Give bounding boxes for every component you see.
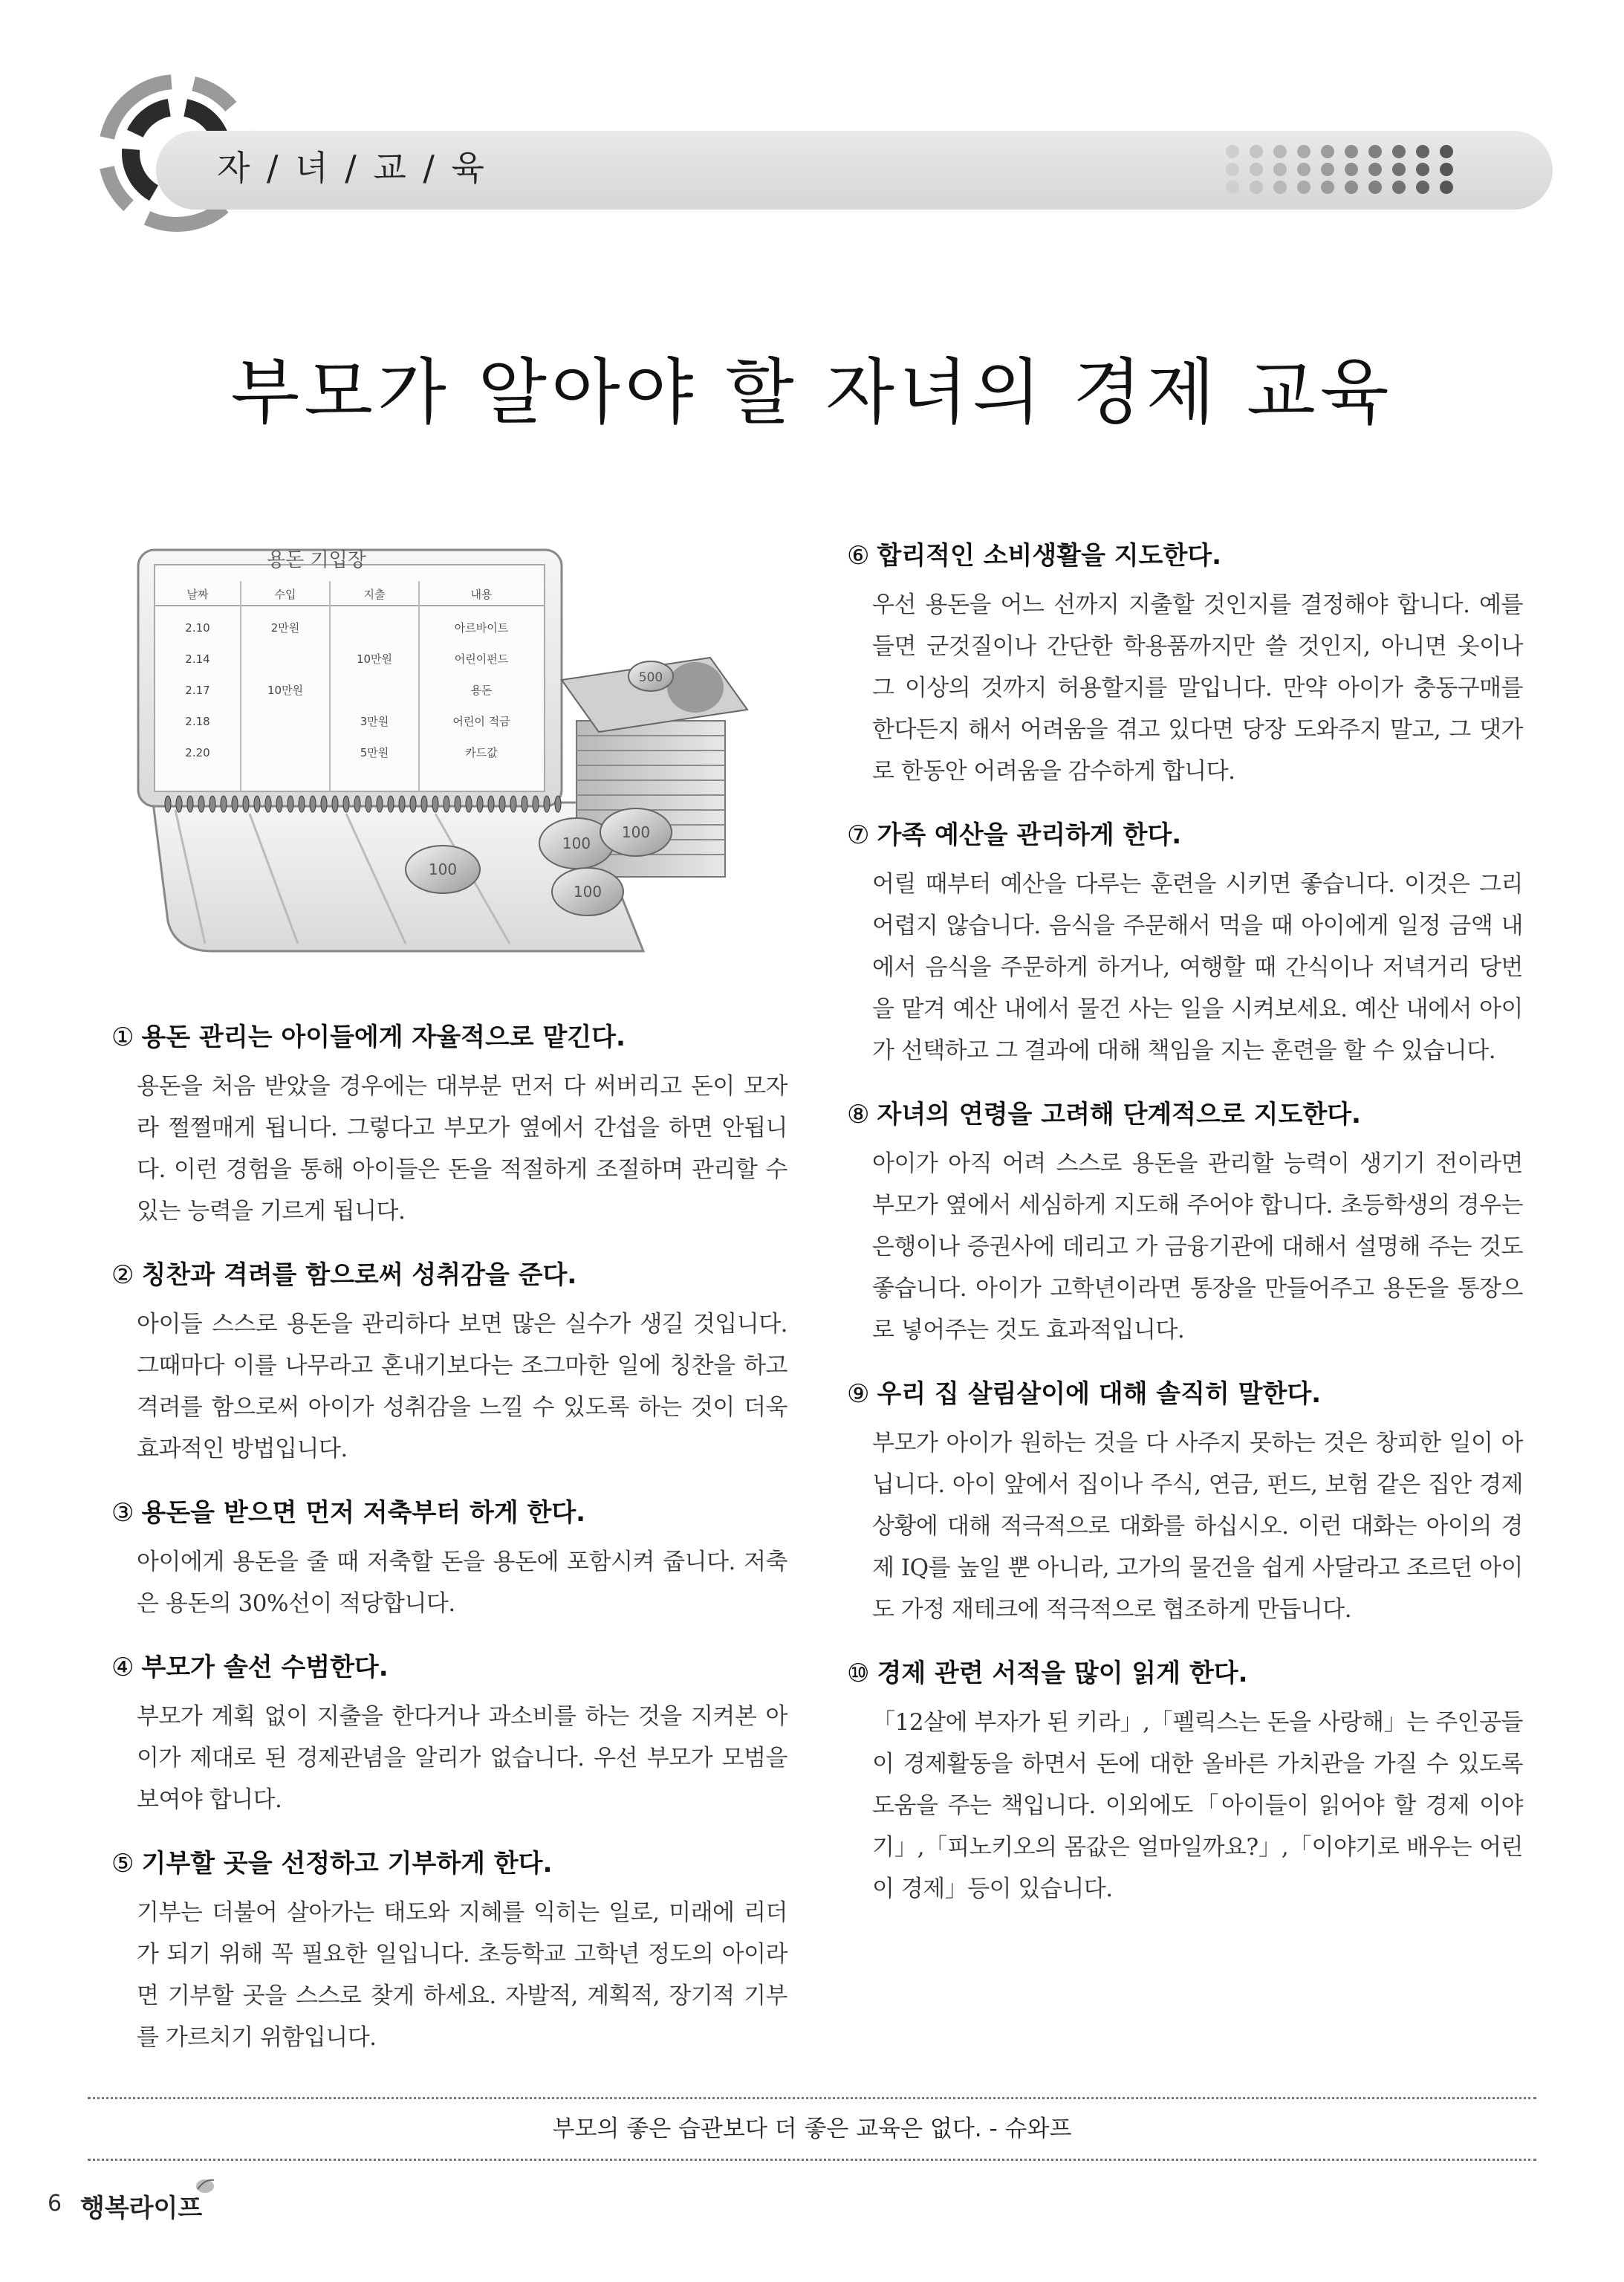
binder-ring [198, 796, 204, 812]
binder-ring [276, 796, 282, 812]
binder-ring [421, 796, 427, 812]
header-dot [1368, 145, 1382, 158]
header-dot [1345, 163, 1358, 176]
binder-ring [288, 796, 293, 812]
tip-body: 기부는 더불어 살아가는 태도와 지혜를 익히는 일로, 미래에 리더가 되기 위해 꼭 필요한 일입니다. 초등학교 고학년 정도의 아이라면 기부할 곳을 스스로 찾게 하세요. 자발적, 계획적, 장기적 기부를 가르치기 위함입니다. [137, 1899, 787, 2051]
tip-heading: ② 칭찬과 격려를 함으로써 성취감을 준다. [111, 1260, 577, 1290]
ledger-cell: 2만원 [270, 621, 300, 635]
ledger-cell: 카드값 [465, 746, 498, 759]
ledger-cell: 3만원 [360, 715, 389, 728]
header-dot [1321, 163, 1334, 176]
tip-body: 용돈을 처음 받았을 경우에는 대부분 먼저 다 써버리고 돈이 모자라 쩔쩔매게 됩니다. 그렇다고 부모가 옆에서 간섭을 하면 안됩니다. 이런 경험을 통해 아이들은 돈을 적절하게 조절하며 관리할 수 있는 능력을 기르게 됩니다. [137, 1073, 787, 1225]
header-dot [1273, 145, 1287, 158]
binder-ring [366, 796, 371, 812]
header-dot [1392, 181, 1406, 194]
tip-heading: ③ 용돈을 받으면 먼저 저축부터 하게 한다. [111, 1498, 586, 1528]
ledger-cell: 어린이 적금 [452, 715, 510, 728]
tip-heading: ⑥ 합리적인 소비생활을 지도한다. [847, 541, 1222, 571]
header-dot [1273, 181, 1287, 194]
quote-text: 부모의 좋은 습관보다 더 좋은 교육은 없다. - 슈와프 [552, 2116, 1072, 2142]
binder-ring [432, 796, 438, 812]
ledger-cell: 10만원 [267, 684, 304, 697]
binder-ring [388, 796, 394, 812]
header-dot [1321, 145, 1334, 158]
tip-body: 「12살에 부자가 된 키라」,「펠릭스는 돈을 사랑해」는 주인공들이 경제활동을 하면서 돈에 대한 올바른 가치관을 가질 수 있도록 도움을 주는 책입니다. 이외에도「아이들이 읽어야 할 경제 이야기」,「피노키오의 몸값은 얼마일까요?」,「이야기로 배우는 어린이 경제」등이 있습니다. [872, 1709, 1523, 1902]
binder-ring [455, 796, 461, 812]
header-dot [1440, 163, 1453, 176]
binder-ring [310, 796, 316, 812]
header-dot [1416, 163, 1429, 176]
tip-section [111, 1257, 787, 1470]
ledger-cell: 2.14 [185, 652, 210, 666]
binder-ring [488, 796, 494, 812]
ledger-cell: 용돈 [470, 684, 493, 697]
tip-section [111, 1846, 787, 2058]
tip-heading: ⑦ 가족 예산을 관리하게 한다. [847, 820, 1182, 850]
header-dot [1416, 181, 1429, 194]
header-dot [1368, 163, 1382, 176]
binder-ring [210, 796, 215, 812]
tip-heading: ⑤ 기부할 곳을 선정하고 기부하게 한다. [111, 1849, 553, 1879]
header-dot [1392, 145, 1406, 158]
ledger-col-note: 내용 [470, 588, 493, 601]
tip-body: 부모가 아이가 원하는 것을 다 사주지 못하는 것은 창피한 일이 아닙니다. 아이 앞에서 집이나 주식, 연금, 펀드, 보험 같은 집안 경제 상황에 대해 적극적으로 대화를 하십시오. 이런 대화는 아이의 경제 IQ를 높일 뿐 아니라, 고가의 물건을 쉽게 사달라고 조르던 아이도 가정 재테크에 적극적으로 협조하게 만듭니다. [872, 1430, 1523, 1623]
binder-ring [321, 796, 327, 812]
coin-label: 100 [573, 883, 602, 901]
tip-body: 아이에게 용돈을 줄 때 저축할 돈을 용돈에 포함시켜 줍니다. 저축은 용돈의 30%선이 적당합니다. [137, 1549, 787, 1617]
allowance-ledger-illustration [123, 535, 762, 966]
binder-ring [499, 796, 505, 812]
header-dot [1226, 163, 1239, 176]
binder-ring [243, 796, 249, 812]
tip-heading: ⑧ 자녀의 연령을 고려해 단계적으로 지도한다. [847, 1100, 1361, 1129]
header-dot [1368, 181, 1382, 194]
header-dot [1250, 181, 1263, 194]
tip-section [111, 1650, 787, 1821]
quote-bar [88, 2097, 1536, 2161]
binder-ring [533, 796, 539, 812]
header-dot [1297, 181, 1310, 194]
ledger-cell: 10만원 [356, 652, 393, 666]
page-title: 부모가 알아야 할 자녀의 경제 교육 [230, 351, 1394, 434]
binder-ring [332, 796, 338, 812]
binder-ring [555, 796, 561, 812]
header-dot [1226, 145, 1239, 158]
binder-ring [522, 796, 527, 812]
tip-heading: ⑩ 경제 관련 서적을 많이 읽게 한다. [847, 1659, 1248, 1688]
tip-section [847, 1097, 1523, 1351]
tip-heading: ① 용돈 관리는 아이들에게 자율적으로 맡긴다. [111, 1022, 626, 1052]
brand-name: 행복라이프 [80, 2194, 203, 2223]
tip-section [111, 1020, 787, 1232]
header-dot [1392, 163, 1406, 176]
brand-leaf-icon [193, 2176, 215, 2195]
right-column [847, 538, 1523, 1935]
header-dot [1345, 145, 1358, 158]
ledger-cell: 5만원 [360, 746, 389, 759]
ledger-cell: 2.18 [185, 715, 210, 728]
ledger-cell: 아르바이트 [454, 621, 509, 635]
binder-ring [410, 796, 416, 812]
tip-heading: ④ 부모가 솔선 수범한다. [111, 1653, 389, 1682]
coin-label: 100 [621, 823, 651, 841]
page-number: 6 [48, 2191, 62, 2217]
header-dot [1416, 145, 1429, 158]
header-dot [1321, 181, 1334, 194]
header-dot [1273, 163, 1287, 176]
tip-body: 어릴 때부터 예산을 다루는 훈련을 시키면 좋습니다. 이것은 그리 어렵지 않습니다. 음식을 주문해서 먹을 때 아이에게 일정 금액 내에서 음식을 주문하게 하거나, 여행할 때 간식이나 저녁거리 당번을 맡겨 예산 내에서 물건 사는 일을 시켜보세요. 예산 내에서 아이가 선택하고 그 결과에 대해 책임을 지는 훈련을 할 수 있습니다. [872, 871, 1523, 1064]
tip-section [847, 1656, 1523, 1910]
header-dot [1440, 145, 1453, 158]
tip-section [847, 1376, 1523, 1630]
ledger-cell: 2.17 [185, 684, 210, 697]
binder-ring [510, 796, 516, 812]
tip-body: 우선 용돈을 어느 선까지 지출할 것인지를 결정해야 합니다. 예를 들면 군것질이나 간단한 학용품까지만 쓸 것인지, 아니면 옷이나 그 이상의 것까지 허용할지를 말입니다. 만약 아이가 충동구매를 한다든지 해서 어려움을 겪고 있다면 당장 도와주지 말고, 그 댓가로 한동안 어려움을 감수하게 합니다. [872, 591, 1523, 785]
binder-ring [477, 796, 483, 812]
header-dot [1297, 145, 1310, 158]
binder-ring [221, 796, 227, 812]
tip-body: 아이가 아직 어려 스스로 용돈을 관리할 능력이 생기기 전이라면 부모가 옆에서 세심하게 지도해 주어야 합니다. 초등학생의 경우는 은행이나 증권사에 데리고 가 금융기관에 대해서 설명해 주는 것도 좋습니다. 아이가 고학년이라면 통장을 만들어주고 용돈을 통장으로 넣어주는 것도 효과적입니다. [872, 1150, 1523, 1343]
tip-heading: ⑨ 우리 집 살림살이에 대해 솔직히 말한다. [847, 1379, 1322, 1409]
tip-section [111, 1495, 787, 1624]
coin-label: 500 [638, 670, 663, 685]
header-dot [1440, 181, 1453, 194]
header-dot [1250, 163, 1263, 176]
header-dot [1250, 145, 1263, 158]
binder-ring [544, 796, 550, 812]
tip-body: 아이들 스스로 용돈을 관리하다 보면 많은 실수가 생길 것입니다. 그때마다 이를 나무라고 혼내기보다는 조그마한 일에 칭찬을 하고 격려를 함으로써 아이가 성취감을 느낄 수 있도록 하는 것이 더욱 효과적인 방법입니다. [137, 1311, 787, 1462]
binder-ring [343, 796, 349, 812]
binder-ring [354, 796, 360, 812]
ledger-cell: 2.20 [185, 746, 210, 759]
ledger-col-expense: 지출 [363, 588, 386, 601]
tip-body: 부모가 계획 없이 지출을 한다거나 과소비를 하는 것을 지켜본 아이가 제대로 된 경제관념을 알리가 없습니다. 우선 부모가 모범을 보여야 합니다. [137, 1703, 787, 1813]
ledger-col-date: 날짜 [186, 588, 209, 601]
binder-ring [254, 796, 260, 812]
tip-section [847, 817, 1523, 1072]
binder-ring [187, 796, 193, 812]
header-dot [1297, 163, 1310, 176]
header-dot-pattern [1226, 145, 1471, 194]
binder-ring [466, 796, 472, 812]
binder-ring [299, 796, 305, 812]
binder-ring [444, 796, 449, 812]
binder-ring [232, 796, 238, 812]
binder-ring [265, 796, 271, 812]
binder-ring [399, 796, 405, 812]
ledger-col-income: 수입 [274, 588, 296, 601]
header-dot [1226, 181, 1239, 194]
binder-ring [165, 796, 171, 812]
binder-ring [176, 796, 182, 812]
tip-section [847, 538, 1523, 792]
ledger-cell: 어린이펀드 [454, 652, 509, 666]
header-dot [1345, 181, 1358, 194]
section-title: 자 / 녀 / 교 / 육 [217, 148, 487, 188]
ledger-cell: 2.10 [185, 621, 210, 635]
left-column [111, 1020, 787, 2084]
binder-ring [377, 796, 383, 812]
ledger-title: 용돈 기입장 [267, 549, 366, 571]
coin-label: 100 [562, 834, 591, 852]
coin-label: 100 [428, 860, 458, 878]
